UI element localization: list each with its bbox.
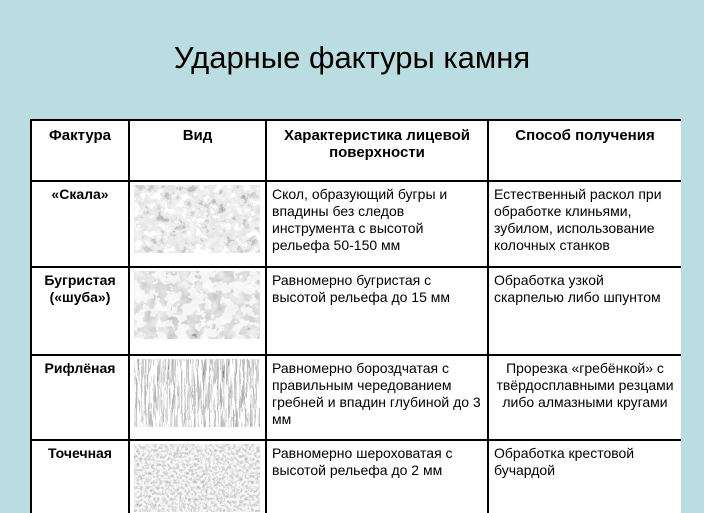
table-row <box>31 355 681 440</box>
row-name: Бугристая («шуба») <box>31 267 129 355</box>
slide-title: Ударные фактуры камня <box>173 40 531 75</box>
row-characteristic: Равномерно бороздчатая с правильным чередованием гребней и впадин глубиной до 3 мм <box>266 355 488 440</box>
texture-table <box>30 119 681 513</box>
row-name: Рифлёная <box>31 355 129 440</box>
dotted-texture-swatch <box>134 444 260 512</box>
header-method: Способ получения <box>488 120 681 181</box>
table-header-row <box>31 120 681 181</box>
bumpy-texture-image <box>129 267 266 355</box>
table-row <box>31 181 681 267</box>
row-method: Прорезка «гребёнкой» с твёрдосплавными резцами либо алмазными кругами <box>488 355 681 440</box>
header-characteristic: Характеристика лицевой поверхности <box>266 120 488 181</box>
row-method: Обработка узкой скарпелью либо шпунтом <box>488 267 681 355</box>
header-texture: Фактура <box>31 120 129 181</box>
row-name: Точечная <box>31 440 129 513</box>
row-characteristic: Равномерно бугристая с высотой рельефа до 15 мм <box>266 267 488 355</box>
ribbed-texture-swatch <box>134 359 260 427</box>
row-characteristic: Скол, образующий бугры и впадины без следов инструмента с высотой рельефа 50-150 мм <box>266 181 488 267</box>
row-name: «Скала» <box>31 181 129 267</box>
row-characteristic: Равномерно шероховатая с высотой рельефа до 2 мм <box>266 440 488 513</box>
row-method: Естественный раскол при обработке клиньями, зубилом, использование колочных станков <box>488 181 681 267</box>
table-row <box>31 267 681 355</box>
row-method: Обработка крестовой бучардой <box>488 440 681 513</box>
header-view: Вид <box>129 120 266 181</box>
bumpy-texture-swatch <box>134 271 260 339</box>
table-row <box>31 440 681 513</box>
texture-table-container <box>30 119 681 513</box>
rock-texture-swatch <box>134 185 260 253</box>
dotted-texture-image <box>129 440 266 513</box>
ribbed-texture-image <box>129 355 266 440</box>
rock-texture-image <box>129 181 266 267</box>
